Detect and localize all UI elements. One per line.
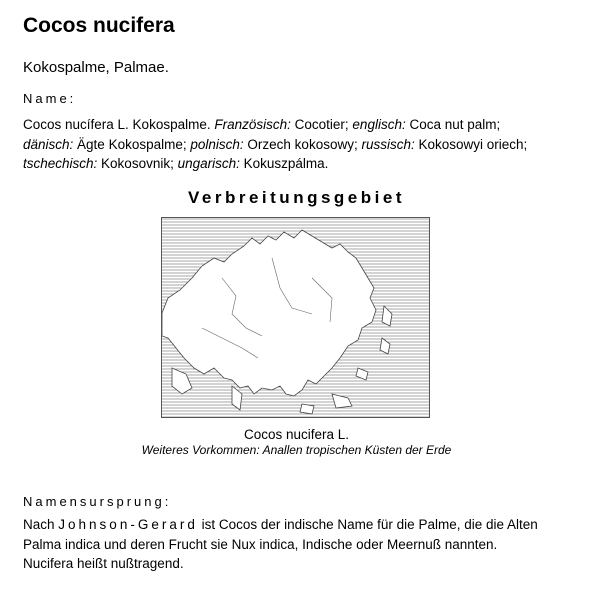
map-title: Verbreitungsgebiet	[188, 188, 405, 207]
name-section-text	[23, 115, 573, 174]
name-line-1: Cocos nucífera L. Kokospalme. Französisch: Cocotier; englisch: Coca nut palm;	[23, 117, 501, 132]
distribution-map	[161, 217, 430, 418]
map-image	[162, 218, 429, 417]
origin-section-label: Namensursprung:	[23, 494, 172, 509]
name-line-2: dänisch: Ägte Kokospalme; polnisch: Orzech kokosowy; russisch: Kokosowyi oriech;	[23, 136, 528, 152]
map-caption: Cocos nucifera L.	[243, 427, 350, 442]
name-line-3: tschechisch: Kokosovnik; ungarisch: Kokuszpálma.	[23, 156, 329, 171]
page-subtitle: Kokospalme, Palmae.	[23, 59, 169, 76]
map-subcaption: Weiteres Vorkommen: Anallen tropischen Küsten der Erde	[141, 443, 452, 457]
origin-line-3: Nucifera heißt nußtragend.	[23, 556, 184, 571]
page-title: Cocos nucifera	[23, 14, 175, 37]
name-section-label: Name:	[23, 91, 77, 106]
origin-line-2: Palma indica und deren Frucht sie Nux indica, Indische oder Meernuß nannten.	[23, 536, 498, 552]
origin-section-text	[23, 515, 573, 574]
origin-line-1: Nach Johnson-Gerard ist Cocos der indische Name für die Palme, die die Alten	[23, 517, 538, 532]
